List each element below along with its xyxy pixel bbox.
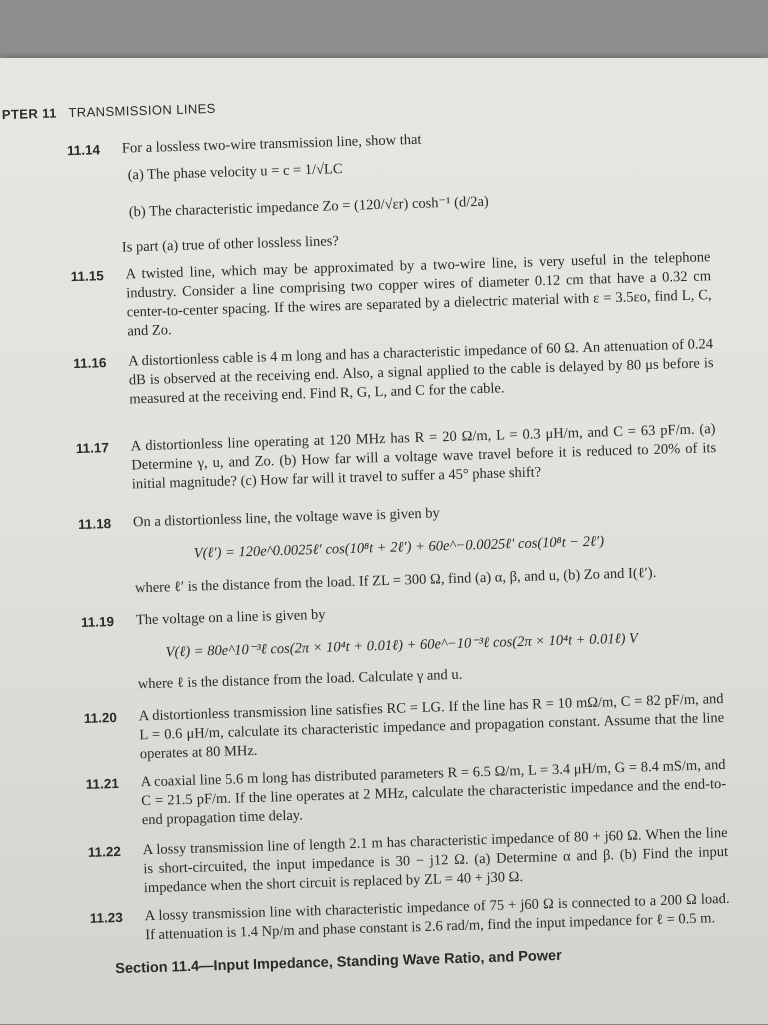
problem-text: A lossy transmission line of length 2.1 m has characteristic impedance of 80 + j60 Ω. When the line is short-circuited, the input impedance is 30 − j12 Ω. (a) Determine α and β. (b) Find the input impedance when the short circuit is replaced by ZL = 40 + j30 Ω. [142,824,729,897]
problem-11-14 [67,122,710,259]
problem-text: A distortionless line operating at 120 MHz has R = 20 Ω/m, L = 0.3 μH/m, and C = 63 pF/m. (a) Determine γ, u, and Zo. (b) How far will a voltage wave travel before it is reduced to 20% of its initial magnitude? (c) How far will it travel to suffer a 45° phase shift? [130,421,717,493]
problem-text: A coaxial line 5.6 m long has distributed parameters R = 6.5 Ω/m, L = 3.4 μH/m, G = 8.4 mS/m, and C = 21.5 pF/m. If the line operates at 2 MHz, calculate the characteristic impedance and the end-to-end propagation time delay. [140,756,727,829]
section-heading: Section 11.4—Input Impedance, Standing Wave Ratio, and Power [115,947,562,978]
problem-number: 11.20 [83,709,118,726]
problem-number: 11.22 [87,843,122,860]
problem-number: 11.18 [77,516,112,533]
problem-number: 11.17 [75,440,110,457]
page-content [0,36,768,1024]
problem-number: 11.19 [80,614,115,631]
chapter-label: PTER 11 [1,105,57,123]
problem-11-21 [86,756,727,832]
problem-text: A distortionless cable is 4 m long and has a characteristic impedance of 60 Ω. An attenuation of 0.24 dB is observed at the receiving end. Also, a signal applied to the cable is delayed by 80 μs before is measured at the receiving end. Find R, G, L, and C for the cable. [128,336,714,408]
problem-11-19 [81,594,723,696]
problem-11-17 [76,420,717,496]
problem-number: 11.14 [66,142,101,159]
running-header [2,101,216,122]
problem-11-22 [88,824,729,900]
problem-11-18 [78,496,720,600]
problem-11-20 [84,690,725,766]
problem-text: The voltage on a line is given by [135,606,326,629]
problem-text: For a lossless two-wire transmission line, show that [121,131,422,157]
problem-text: A twisted line, which may be approximated by a two-wire line, is very useful in the telephone industry. Consider a line comprising two copper wires of diameter 0.12 cm that have a 0.32 cm center-to-center spacing. If the wires are separated by a dielectric material with ε = 3.5εo, find L, C, and Zo. [125,249,712,340]
problem-text: A lossy transmission line with characteristic impedance of 75 + j60 Ω is connected to a 200 Ω load. If attenuation is 1.4 Np/m and phase constant is 2.6 rad/m, find the input impedance for ℓ = 0.5 m. [144,890,730,944]
problem-number: 11.23 [89,909,124,926]
problem-11-16 [73,335,714,411]
problem-after-text: where ℓ′ is the distance from the load. If ZL = 300 Ω, find (a) α, β, and u, (b) Zo and I(ℓ′). [134,564,657,597]
problem-text: A distortionless transmission line satisfies RC = LG. If the line has R = 10 mΩ/m, C = 82 pF/m, and L = 0.6 μH/m, calculate its characteristic impedance and propagation constant. Assume that the line operates at 80 MHz. [138,690,725,763]
problem-equation: V(ℓ′) = 120e^0.0025ℓ′ cos(10⁸t + 2ℓ′) + 60e^−0.0025ℓ′ cos(10⁸t − 2ℓ′) [193,533,605,562]
problem-11-15 [70,248,712,343]
problem-11-23 [89,890,730,947]
chapter-title: TRANSMISSION LINES [68,100,216,121]
problem-part-b: (b) The characteristic impedance Zo = (120/√εr) cosh⁻¹ (d/2a) [128,193,489,221]
problem-number: 11.16 [73,355,107,372]
problem-number: 11.15 [70,268,104,285]
problem-equation: V(ℓ) = 80e^10⁻³ℓ cos(2π × 10⁴t + 0.01ℓ) + 60e^−10⁻³ℓ cos(2π × 10⁴t + 0.01ℓ) V [165,630,639,661]
problem-number: 11.21 [85,775,120,792]
problem-part-a: (a) The phase velocity u = c = 1/√LC [127,161,343,184]
problem-after-text: where ℓ is the distance from the load. Calculate γ and u. [137,666,463,693]
problem-question: Is part (a) true of other lossless lines? [121,233,340,256]
problem-text: On a distortionless line, the voltage wave is given by [132,505,441,531]
book-page [0,58,768,1024]
